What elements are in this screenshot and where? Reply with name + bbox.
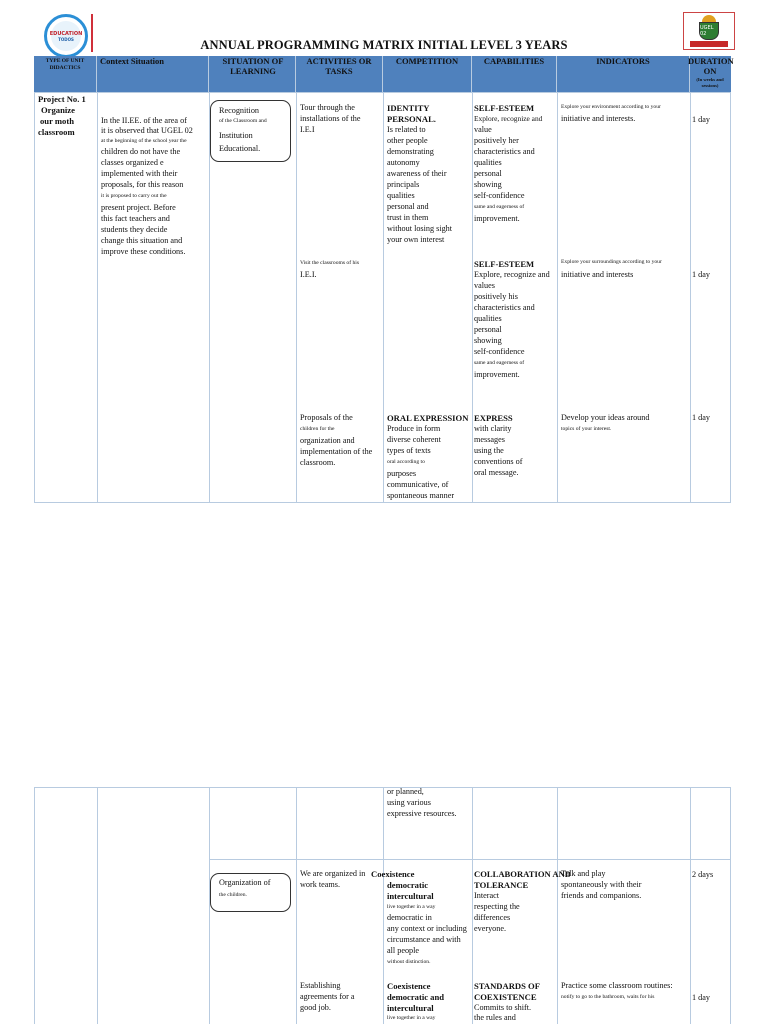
row3-capability-3: using the [474,446,504,455]
row3-competition-4: purposes [387,469,417,478]
page-title: ANNUAL PROGRAMMING MATRIX INITIAL LEVEL 3 YEARS [200,38,568,52]
row1-competition-11: your own interest [387,235,445,244]
row3-activity-2: organization and [300,436,355,445]
row5-indicator: Practice some classroom routines: [561,981,673,990]
left-logo-text-1: EDUCATION [49,30,83,37]
row5-duration: 1 day [692,993,710,1002]
row3-indicator: Develop your ideas around [561,413,650,422]
context-line-13: improve these conditions. [101,247,186,256]
row3-competition-5: communicative, of [387,480,449,489]
row4-activity-2: work teams. [300,880,341,889]
row2-capability-4: characteristics and [474,303,535,312]
row4-capability-3: differences [474,913,511,922]
row4-capability-2: respecting the [474,902,520,911]
row2-capability-end: improvement. [474,370,520,379]
row1-capability-head: SELF-ESTEEM [474,103,535,113]
row5-activity-3: good job. [300,1003,331,1012]
left-logo-text-2: TODOS [58,36,74,42]
context-line-8: it is proposed to carry out the [101,193,167,199]
row4-competition-head-3: intercultural [387,891,434,901]
row3-competition-small: oral according to [387,459,425,465]
row4-competition-small-2: without distinction. [387,959,431,965]
row1-competition-7: qualities [387,191,415,200]
row3-capability-1: with clarity [474,424,512,433]
row3-duration: 1 day [692,413,710,422]
row4-indicator-2: spontaneously with their [561,880,642,889]
row3-indicator-small: topics of your interest. [561,426,612,432]
situation-1-line-4: Educational. [219,144,261,153]
row3-activity-1: Proposals of the [300,413,353,422]
row1-capability-1: Explore, recognize and [474,114,543,123]
row3-competition-6: spontaneous manner [387,491,455,500]
project-title-1: Organize [41,105,75,115]
row3-capability-2: messages [474,435,505,444]
context-line-5: classes organized e [101,158,164,167]
row2-indicator-small: Explore your surroundings according to your [561,259,662,265]
row1-activity-1: Tour through the [300,103,355,112]
row5-competition-head-1: Coexistence [387,981,431,991]
row1-capability-3: positively her [474,136,519,145]
row1-competition-5: awareness of their [387,169,447,178]
context-line-4: children do not have the [101,147,181,156]
row2-duration: 1 day [692,270,710,279]
context-line-3: at the beginning of the school year the [101,138,187,144]
row1-capability-end: improvement. [474,214,520,223]
row5-capability-1: Commits to shift. [474,1003,532,1012]
row1-activity-2: installations of the [300,114,361,123]
row5-capability-head-1: STANDARDS OF [474,981,540,991]
context-line-7: proposals, for this reason [101,180,184,189]
row1-activity-3: I.E.I [300,125,315,134]
header-capabilities: CAPABILITIES [483,56,545,66]
row1-capability-6: personal [474,169,502,178]
row1-competition-8: personal and [387,202,429,211]
row1-capability-5: qualities [474,158,502,167]
header-duration: DURATION ON [688,56,734,76]
row1-capability-4: characteristics and [474,147,535,156]
row1-capability-8: self-confidence [474,191,525,200]
row4-capability-head-2: TOLERANCE [474,880,529,890]
row3-capability-4: conventions of [474,457,523,466]
row2-indicator: initiative and interests [561,270,634,279]
row3-competition-head: ORAL EXPRESSION [387,413,469,423]
row1-duration: 1 day [692,115,710,124]
row3-activity-3: implementation of the [300,447,373,456]
row3-competition-2: diverse coherent [387,435,441,444]
header-activities: ACTIVITIES OR TASKS [306,56,372,76]
context-line-12: change this situation and [101,236,183,245]
row4-activity-1: We are organized in [300,869,366,878]
row4-competition-2: any context or including [387,924,467,933]
context-line-11: students they decide [101,225,168,234]
row2-capability-5: qualities [474,314,502,323]
row3-competition-1: Produce in form [387,424,441,433]
row5-capability-head-2: COEXISTENCE [474,992,537,1002]
row4-competition-head-2: democratic [387,880,429,890]
row3-activity-4: classroom. [300,458,336,467]
row5-activity-2: agreements for a [300,992,355,1001]
row2-capability-8: self-confidence [474,347,525,356]
header-type-unit: TYPE OF UNIT DIDACTICS [45,58,85,71]
row1-competition-head-2: PERSONAL. [387,114,436,124]
row3-activity-small: children for the [300,426,335,432]
header-situation: SITUATION OF LEARNING [222,56,284,76]
situation-1-line-1: Recognition [219,106,260,115]
row1-competition-4: autonomy [387,158,420,167]
row1-competition-3: demonstrating [387,147,434,156]
seal-text: UGEL 02 [700,25,714,37]
row2-capability-2: values [474,281,495,290]
row2-capability-6: personal [474,325,502,334]
row2-activity: I.E.I. [300,270,317,279]
row4-capability-4: everyone. [474,924,507,933]
row2-capability-1: Explore, recognize and [474,270,550,279]
row1-indicator: initiative and interests. [561,114,636,123]
row4-capability-1: Interact [474,891,499,900]
row5-competition-small: live together in a way [387,1015,436,1021]
row4-competition-4: all people [387,946,420,955]
row4-capability-head-1: COLLABORATION AND [474,869,572,879]
row2-capability-head: SELF-ESTEEM [474,259,535,269]
row4-competition-small: live together in a way [387,904,436,910]
row1-capability-small: same and eagerness of [474,204,525,210]
row4-indicator-3: friends and companions. [561,891,642,900]
row1-competition-head-1: IDENTITY [387,103,430,113]
context-line-9: present project. Before [101,203,176,212]
page2-continued-1: or planned, [387,787,424,796]
row2-activity-small: Visit the classrooms of his [300,260,360,266]
row1-competition-6: principals [387,180,420,189]
header-indicators: INDICATORS [596,56,650,66]
row1-competition-10: without losing sight [387,224,453,233]
row1-competition-2: other people [387,136,428,145]
row3-capability-head: EXPRESS [474,413,513,423]
table-header-row [34,56,734,92]
page2-continued-2: using various [387,798,431,807]
row3-competition-3: types of texts [387,446,431,455]
row5-indicator-small: notify to go to the bathroom, waits for his [561,994,655,1000]
context-line-10: this fact teachers and [101,214,170,223]
row2-capability-small: same and eagerness of [474,360,525,366]
page2-continued-3: expressive resources. [387,809,457,818]
row4-competition-1: democratic in [387,913,432,922]
row1-competition-9: trust in them [387,213,429,222]
context-line-6: implemented with their [101,169,178,178]
project-title-3: classroom [38,127,75,137]
header-competition: COMPETITION [395,56,459,66]
row5-competition-head-2: democratic and [387,992,445,1002]
row5-activity-1: Establishing [300,981,341,990]
row1-capability-7: showing [474,180,502,189]
row5-capability-2: the rules and [474,1013,516,1022]
row4-competition-3: circumstance and with [387,935,461,944]
situation-1-line-3: Institution [219,131,253,140]
row4-indicator-1: Talk and play [561,869,606,878]
row5-competition-head-3: intercultural [387,1003,434,1013]
project-title-2: our moth [40,116,74,126]
row1-indicator-small: Explore your environment according to your [561,104,661,110]
situation-2-line-2: the children. [219,892,247,898]
row2-capability-3: positively his [474,292,518,301]
row2-capability-7: showing [474,336,502,345]
row1-competition-1: Is related to [387,125,426,134]
header-duration-note: (In weeks and sessions) [696,77,724,88]
row1-capability-2: value [474,125,492,134]
header-context: Context Situation [100,56,164,66]
row4-competition-head-1: Coexistence [371,869,415,879]
project-number: Project No. 1 [38,94,86,104]
situation-1-line-2: of the Classroom and [219,118,267,124]
context-line-2: it is observed that UGEL 02 [101,126,193,135]
situation-2-line-1: Organization of [219,878,271,887]
context-line-1: In the II.EE. of the area of [101,116,187,125]
row3-capability-5: oral message. [474,468,519,477]
row4-duration: 2 days [692,870,714,879]
